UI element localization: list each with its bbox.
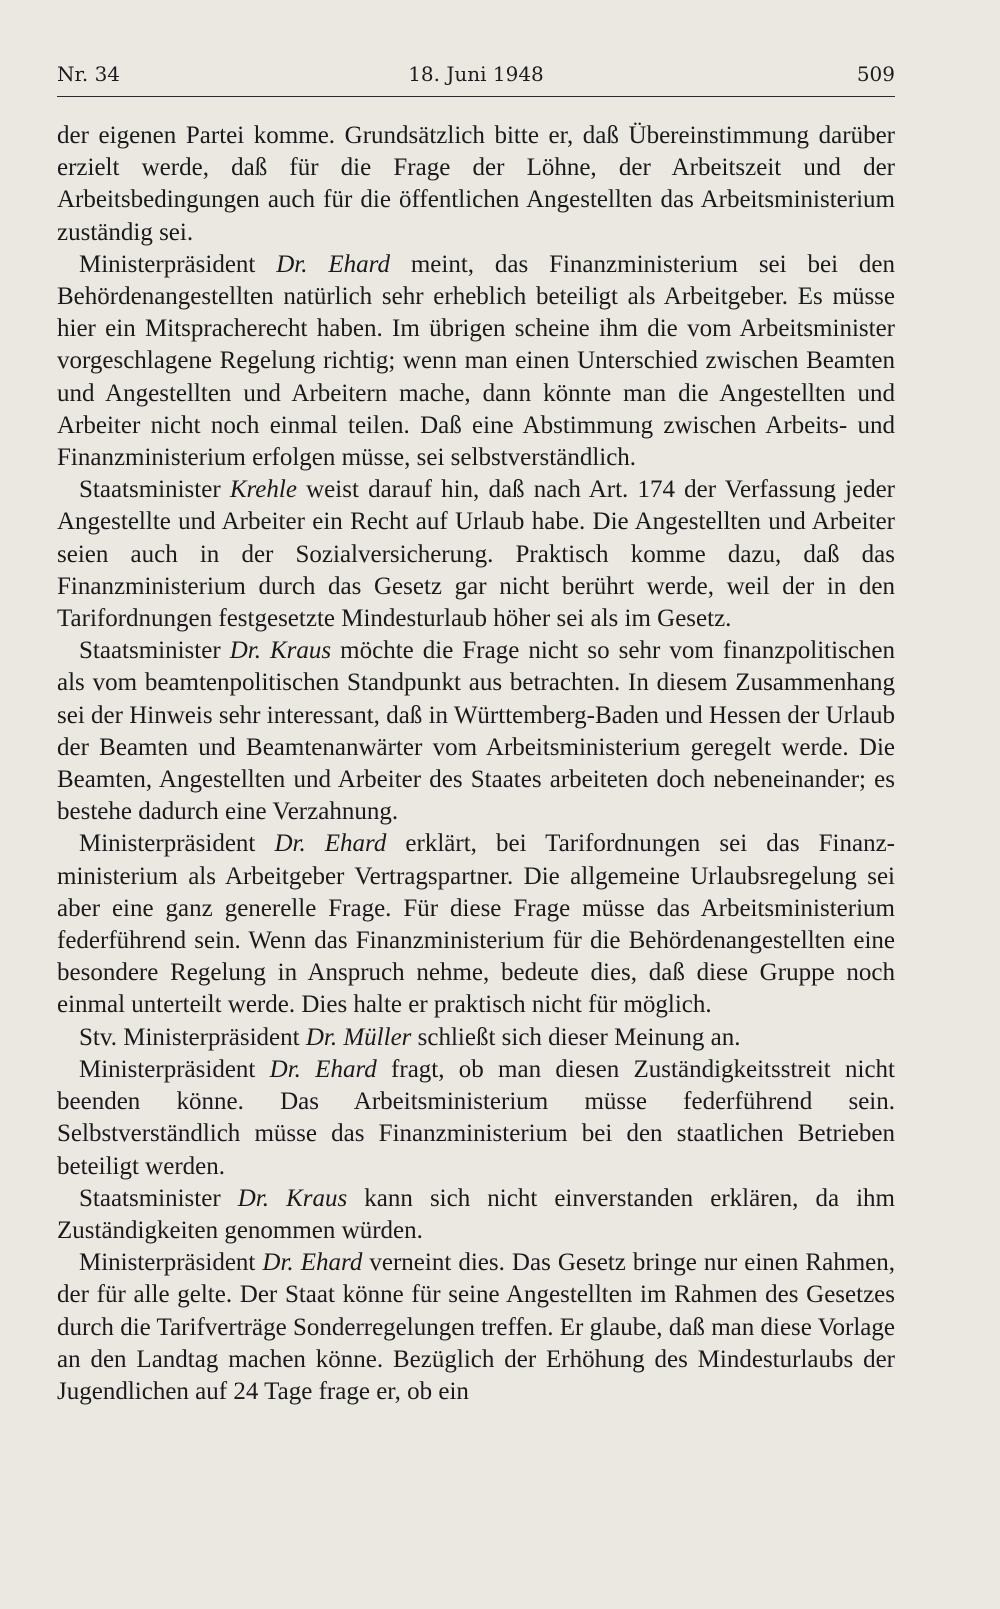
speaker-name: Dr. Müller bbox=[305, 1023, 412, 1051]
paragraph-text: Ministerpräsident bbox=[79, 1249, 263, 1277]
speaker-name: Dr. Ehard bbox=[262, 1249, 363, 1277]
page-number: 509 bbox=[856, 62, 895, 86]
paragraph-text: Staatsminister bbox=[79, 476, 230, 504]
speaker-name: Dr. Ehard bbox=[276, 250, 390, 278]
paragraph-text: Ministerpräsident bbox=[79, 1055, 270, 1083]
paragraph-text: Ministerpräsident bbox=[79, 830, 275, 858]
header-rule bbox=[57, 96, 895, 97]
speaker-name: Dr. Ehard bbox=[274, 830, 387, 858]
paragraph-text: Staatsminister bbox=[79, 1184, 238, 1212]
speaker-name: Dr. Ehard bbox=[269, 1055, 377, 1083]
paragraph bbox=[57, 635, 895, 828]
issue-number: Nr. 34 bbox=[57, 62, 121, 86]
speaker-name: Dr. Kraus bbox=[237, 1184, 348, 1212]
paragraph bbox=[57, 1054, 895, 1183]
paragraph bbox=[57, 249, 895, 474]
paragraph-text: verneint dies. Das Gesetz bringe nur einen Rahmen, der für alle gelte. Der Staat könne für seine Angestellten im Rahmen des Gesetzes durch die Tarifverträge Sonderregelungen treffen. Er glaube, daß man diese Vorlage an den Landtag machen könne. Bezüglich der Erhöhung des Mindesturlaubs der Jugendlichen auf 24 Tage frage er, ob ein bbox=[57, 1249, 895, 1405]
paragraph-text: Stv. Ministerpräsident bbox=[79, 1023, 306, 1051]
paragraph-text: fragt, ob man diesen Zuständigkeitsstreit nicht beenden könne. Das Arbeitsministerium müsse federführend sein. Selbstverständlich müsse das Finanzministerium bei den staatlichen Betrieben beteiligt werden. bbox=[57, 1055, 895, 1180]
paragraph-text: weist darauf hin, daß nach Art. 174 der Verfassung jeder Angestellte und Arbeiter ein Recht auf Urlaub habe. Die Angestellten und Arbeiter seien auch in der Sozialversicherung. Praktisch komme dazu, daß das Finanzministerium durch das Gesetz gar nicht berührt werde, weil der in den Tarifordnungen festgesetzte Mindesturlaub höher sei als im Gesetz. bbox=[57, 476, 895, 633]
speaker-name: Krehle bbox=[229, 476, 297, 504]
running-header bbox=[57, 56, 895, 96]
header-date: 18. Juni 1948 bbox=[408, 62, 544, 86]
paragraph-text: Ministerpräsident bbox=[79, 250, 277, 278]
paragraph bbox=[57, 1247, 895, 1408]
paragraph bbox=[57, 474, 895, 635]
paragraph bbox=[57, 828, 895, 1021]
paragraph bbox=[57, 1022, 895, 1054]
paragraph-text: schließt sich dieser Meinung an. bbox=[411, 1023, 741, 1051]
paragraph-text: möchte die Frage nicht so sehr vom finanzpolitischen als vom beamtenpolitischen Standpunkt aus betrachten. In diesem Zusammenhang sei der Hinweis sehr interessant, daß in Württemberg-Baden und Hessen der Urlaub der Beamten und Beamtenanwärter vom Arbeitsministerium geregelt werde. Die Beamten, Angestellten und Arbeiter des Staates arbeiteten doch nebeneinander; es bestehe dadurch eine Verzahnung. bbox=[57, 637, 895, 826]
body-text bbox=[57, 120, 895, 1408]
paragraph-text: der eigenen Partei komme. Grundsätzlich bitte er, daß Übereinstimmung darüber erzielt werde, daß für die Frage der Löhne, der Arbeitszeit und der Arbeitsbedingungen auch für die öffentlichen Angestellten das Arbeitsministerium zuständig sei. bbox=[57, 122, 895, 246]
paragraph bbox=[57, 120, 895, 249]
paragraph-text: erklärt, bei Tarifordnungen sei das Finanzministerium als Arbeitgeber Vertragspartner. Die allgemeine Urlaubsregelung sei aber eine ganz generelle Frage. Für diese Frage müsse das Arbeitsministerium federführend sein. Wenn das Finanzministerium für die Behördenangestellten eine besondere Regelung in Anspruch nehme, bedeute dies, daß diese Gruppe noch einmal unterteilt werde. Dies halte er praktisch nicht für möglich. bbox=[57, 830, 895, 1019]
paragraph-text: kann sich nicht einverstanden erklären, da ihm Zuständigkeiten genommen würden. bbox=[57, 1184, 895, 1244]
paragraph bbox=[57, 1183, 895, 1247]
speaker-name: Dr. Kraus bbox=[229, 637, 332, 665]
paragraph-text: meint, das Finanzministerium sei bei den Behördenangestellten natürlich sehr erheblich beteiligt als Arbeitgeber. Es müsse hier ein Mitspracherecht haben. Im übrigen scheine ihm die vom Arbeitsminister vorgeschlagene Regelung richtig; wenn man einen Unterschied zwischen Beamten und Angestellten und Arbeitern mache, dann könnte man die Angestellten und Arbeiter nicht noch einmal teilen. Daß eine Abstimmung zwischen Arbeits- und Finanzministerium erfolgen müsse, sei selbstverständlich. bbox=[57, 250, 895, 472]
paragraph-text: Staatsminister bbox=[79, 637, 230, 665]
